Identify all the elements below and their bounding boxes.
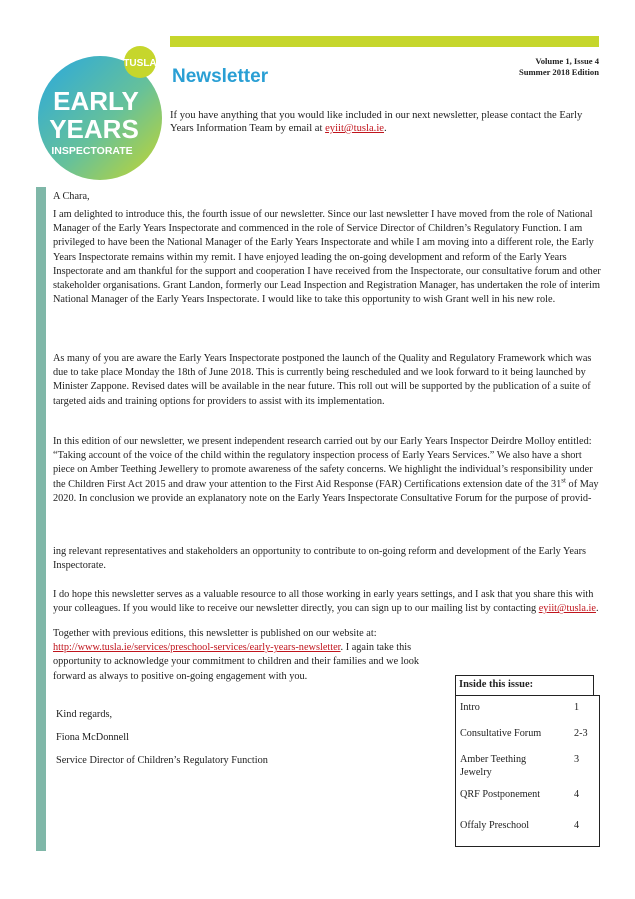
toc-item-page: 4 — [574, 789, 580, 800]
paragraph-intro: I am delighted to introduce this, the fourth issue of our newsletter. Since our last newsletter I have moved from the role of National Manager of the Early Years Inspectorate and commenced in the role of Service Director of Children’s Regulatory Function. I am privileged to have been the National Manager of the Early Years Inspectorate and while I am moving into a different role, the Early Years Inspectorate remains within my remit. I have enjoyed leading the on-going development and reform of the Early Years Inspectorate and am thankful for the support and cooperation I have received from the Inspectorate, our consultative forum and other stakeholder organisations. Grant Landon, formerly our Lead Inspection and Registration Manager, has undertaken the role of interim National Manager of the Early Years Inspectorate. I would like to take this opportunity to wish Grant well in his new role. — [53, 209, 601, 306]
paragraph-website-end: . I again take this opportunity to acknowledge your commitment to children and their families and we look forward as always to positive on-going engagement with you. — [53, 642, 420, 682]
paragraph-edition-end: of May 2020. In conclusion we provide an explanatory note on the Early Years Inspectorate Consultative Forum for the purpose of provid- — [53, 478, 599, 504]
newsletter-title: Newsletter — [172, 66, 269, 87]
toc-item-label[interactable]: QRF Postponement — [460, 789, 541, 800]
paragraph-website — [53, 627, 453, 684]
paragraph-mailing-text: I do hope this newsletter serves as a valuable resource to all those working in early years settings, and I ask that you share this with your colleagues. If you would like to receive our newsletter directly, you can sign up to our mailing list by contacting — [53, 589, 594, 615]
website-link[interactable]: http://www.tusla.ie/services/preschool-services/early-years-newsletter — [53, 642, 341, 654]
toc-item-label[interactable]: Intro — [460, 702, 480, 713]
logo-line-early: EARLY — [53, 86, 139, 116]
toc-item-page: 3 — [574, 754, 580, 765]
toc-item-page: 4 — [574, 820, 580, 831]
paragraph-edition-continued: ing relevant representatives and stakeholders an opportunity to contribute to on-going reform and development of the Early Years Inspectorate. — [53, 546, 586, 572]
logo-line-inspectorate: INSPECTORATE — [51, 145, 133, 157]
salutation: A Chara, — [53, 191, 90, 202]
toc-box — [455, 695, 600, 847]
closing: Kind regards, — [56, 709, 113, 720]
signoff — [56, 703, 268, 772]
author-name: Fiona McDonnell — [56, 732, 129, 743]
tusla-badge-text: TUSLA — [123, 58, 157, 69]
contact-note — [170, 109, 600, 135]
contact-email-link[interactable]: eyiit@tusla.ie — [325, 123, 384, 134]
issue-info — [519, 56, 599, 78]
paragraph-website-text: Together with previous editions, this newsletter is published on our website at: — [53, 628, 377, 639]
paragraph-mailing-end: . — [595, 603, 599, 615]
toc-title: Inside this issue: — [455, 675, 594, 695]
author-role: Service Director of Children’s Regulatory Function — [56, 755, 268, 766]
contact-note-end: . — [383, 123, 387, 134]
toc-item-label[interactable]: Amber Teething Jewelry — [460, 754, 527, 778]
toc-item-label[interactable]: Consultative Forum — [460, 728, 542, 739]
logo-line-years: YEARS — [49, 114, 139, 144]
header-accent-bar — [170, 36, 599, 47]
paragraph-mailing-list — [53, 588, 601, 616]
contact-note-text: If you have anything that you would like included in our next newsletter, please contact the Early Years Information Team by email at — [170, 110, 583, 134]
toc-item-label[interactable]: Offaly Preschool — [460, 820, 530, 831]
paragraph-edition — [53, 435, 601, 506]
left-accent-bar — [36, 187, 46, 851]
toc-item-page: 1 — [574, 702, 580, 713]
volume-label: Volume 1, Issue 4 — [535, 56, 599, 66]
mailing-email-link[interactable]: eyiit@tusla.ie — [538, 603, 596, 615]
early-years-logo — [32, 44, 172, 184]
toc-item-page: 2-3 — [574, 728, 588, 739]
paragraph-qrf: As many of you are aware the Early Years Inspectorate postponed the launch of the Quality and Regulatory Framework which was due to take place Monday the 18th of June 2018. This is currently being rescheduled and we look forward to it being launched by Minister Zappone. Revised dates will be available in the near future. This roll out will be supported by the publication of a suite of targeted aids and training options for providers to assist with its implementation. — [53, 353, 592, 407]
paragraph-edition-text: In this edition of our newsletter, we present independent research carried out by our Early Years Inspector Deirdre Molloy entitled: “Taking account of the voice of the child within the regulatory inspection process of Early Years Services.” We also have a short piece on Amber Teething Jewellery to promote awareness of the safety concerns. We highlight the individual’s responsibility under the Children First Act 2015 and draw your attention to the First Aid Response (FAR) Certifications extension date of the 31 — [53, 436, 593, 490]
edition-label: Summer 2018 Edition — [518, 67, 599, 77]
ordinal-suffix: st — [561, 476, 566, 485]
